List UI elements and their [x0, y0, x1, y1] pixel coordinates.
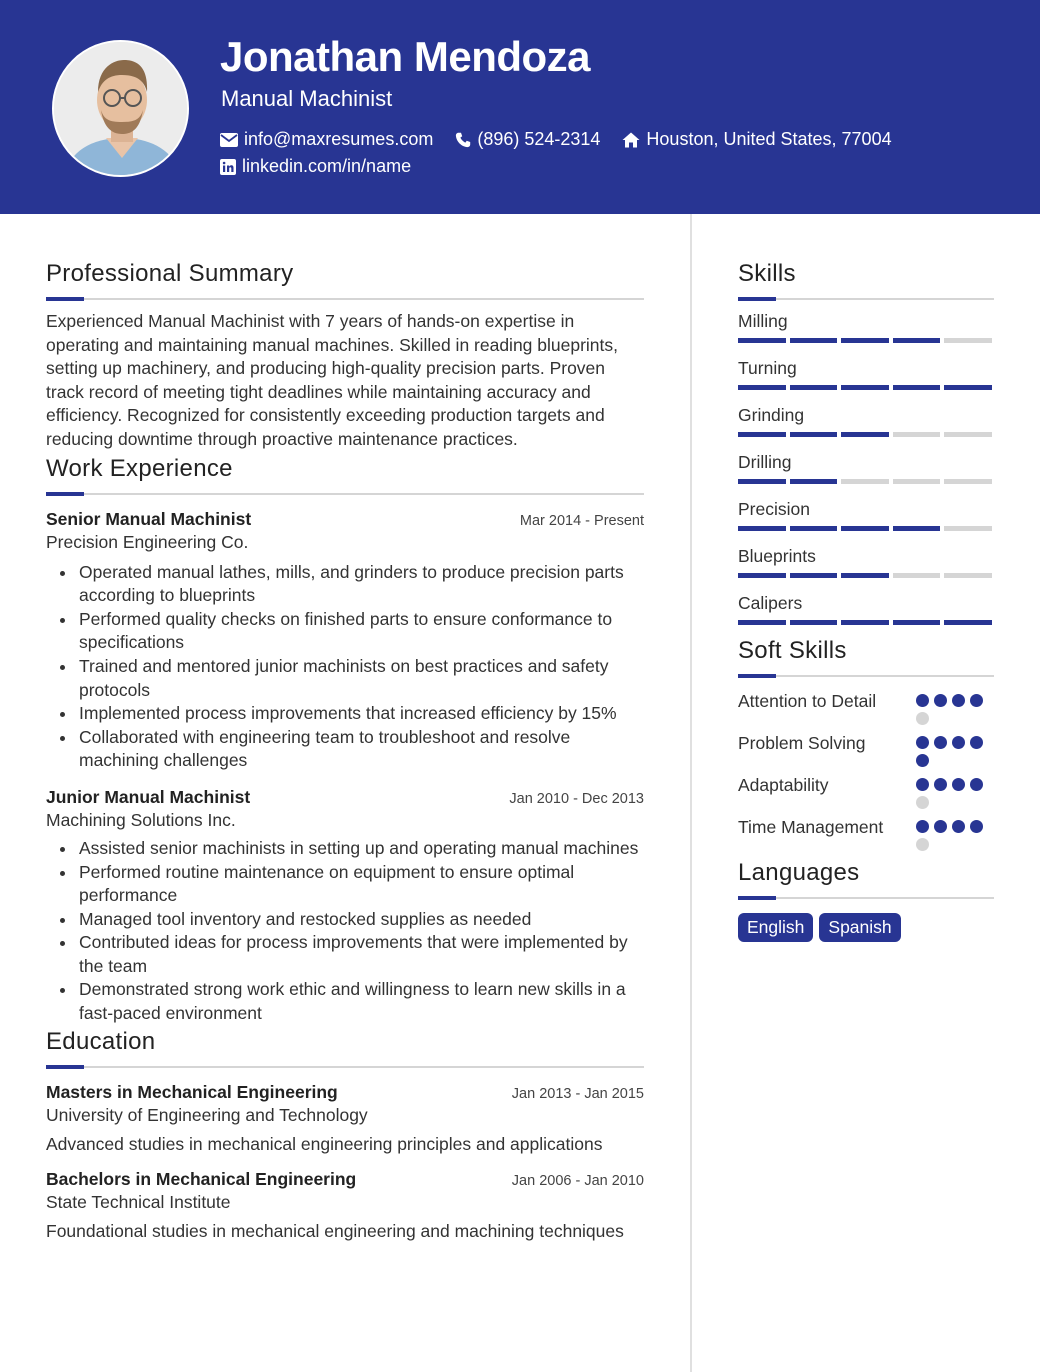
section-rule — [738, 675, 994, 677]
soft-skill-name: Time Management — [738, 817, 884, 837]
degree-title: Masters in Mechanical Engineering — [46, 1081, 338, 1102]
soft-skill-name: Attention to Detail — [738, 691, 877, 711]
skill-level-segment-filled — [738, 338, 786, 343]
skill-level-bar — [738, 526, 994, 531]
soft-skill-item — [738, 815, 994, 851]
rating-dot-filled — [916, 754, 929, 767]
skill-level-segment-filled — [738, 479, 786, 484]
school-name: State Technical Institute — [46, 1191, 231, 1212]
soft-skill-rating — [916, 689, 994, 725]
job-header — [46, 787, 644, 808]
skill-level-segment-filled — [893, 385, 941, 390]
skill-level-segment-filled — [790, 526, 838, 531]
skills-title: Skills — [738, 260, 796, 287]
section-rule — [46, 1066, 644, 1068]
skill-level-segment-empty — [893, 479, 941, 484]
resume-header — [0, 0, 1040, 214]
job-bullet: Trained and mentored junior machinists on best practices and safety protocols — [79, 655, 644, 702]
skill-item — [738, 310, 994, 343]
skill-level-segment-filled — [841, 432, 889, 437]
summary-title: Professional Summary — [46, 260, 294, 287]
skill-level-segment-empty — [944, 338, 992, 343]
skill-level-segment-filled — [738, 573, 786, 578]
soft-skills-section — [738, 635, 994, 851]
rating-dot-filled — [952, 820, 965, 833]
rating-dot-filled — [952, 778, 965, 791]
rating-dot-filled — [952, 736, 965, 749]
home-icon — [622, 132, 640, 148]
job-company: Machining Solutions Inc. — [46, 809, 236, 830]
skill-level-segment-filled — [790, 385, 838, 390]
skills-section — [738, 258, 994, 625]
job-bullet: Performed quality checks on finished parts to ensure conformance to specifications — [79, 608, 644, 655]
job-bullet: Contributed ideas for process improvements that were implemented by the team — [79, 931, 644, 978]
contact-email-text: info@maxresumes.com — [244, 129, 434, 149]
contact-phone-text: (896) 524-2314 — [477, 129, 601, 149]
skill-item — [738, 498, 994, 531]
skill-level-bar — [738, 573, 994, 578]
education-title: Education — [46, 1027, 156, 1055]
contact-linkedin-text: linkedin.com/in/name — [242, 156, 412, 176]
experience-section — [46, 453, 644, 1026]
contact-row — [220, 129, 914, 150]
rating-dot-filled — [970, 820, 983, 833]
job-bullet: Assisted senior machinists in setting up and operating manual machines — [79, 837, 644, 861]
rating-dot-filled — [934, 778, 947, 791]
contact-linkedin[interactable] — [220, 156, 411, 177]
rating-dot-filled — [916, 820, 929, 833]
rating-dot-filled — [970, 694, 983, 707]
skill-level-segment-empty — [893, 573, 941, 578]
skill-level-bar — [738, 385, 994, 390]
skill-name: Precision — [738, 499, 810, 519]
side-column — [738, 258, 994, 942]
profile-photo — [52, 40, 189, 177]
job-date: Mar 2014 - Present — [519, 512, 644, 529]
skill-level-segment-filled — [738, 432, 786, 437]
skill-level-segment-filled — [790, 573, 838, 578]
skill-level-segment-filled — [790, 479, 838, 484]
skill-item — [738, 451, 994, 484]
skill-level-bar — [738, 620, 994, 625]
education-entry — [46, 1082, 644, 1155]
soft-skill-name: Adaptability — [738, 775, 829, 795]
education-header — [46, 1082, 644, 1103]
skill-level-segment-empty — [841, 479, 889, 484]
phone-icon — [455, 132, 471, 148]
section-rule — [738, 298, 994, 300]
skill-level-segment-empty — [944, 526, 992, 531]
skill-level-segment-empty — [893, 432, 941, 437]
skill-name: Drilling — [738, 452, 792, 472]
job-bullet: Collaborated with engineering team to troubleshoot and resolve machining challenges — [79, 726, 644, 773]
rating-dot-filled — [970, 778, 983, 791]
rating-dot-filled — [934, 694, 947, 707]
education-header — [46, 1169, 644, 1190]
job-header — [46, 509, 644, 530]
languages-title: Languages — [738, 859, 860, 886]
skill-name: Turning — [738, 358, 797, 378]
soft-skill-item — [738, 731, 994, 767]
skill-name: Blueprints — [738, 546, 816, 566]
job-entry — [46, 509, 644, 773]
contact-row-secondary — [220, 156, 433, 177]
skill-level-segment-filled — [738, 526, 786, 531]
language-badge: English — [738, 913, 813, 942]
education-entry — [46, 1169, 644, 1242]
skill-level-segment-filled — [841, 385, 889, 390]
languages-list — [738, 913, 994, 942]
skill-level-bar — [738, 432, 994, 437]
skill-level-segment-filled — [841, 573, 889, 578]
section-rule — [46, 298, 644, 300]
job-bullet: Demonstrated strong work ethic and willingness to learn new skills in a fast-paced environment — [79, 978, 644, 1025]
job-date: Jan 2010 - Dec 2013 — [509, 790, 644, 807]
skill-level-segment-filled — [841, 338, 889, 343]
skill-level-segment-filled — [841, 620, 889, 625]
summary-section — [46, 258, 644, 452]
skills-list — [738, 310, 994, 625]
contact-email[interactable] — [220, 129, 433, 150]
soft-skill-item — [738, 689, 994, 725]
skill-name: Grinding — [738, 405, 805, 425]
skill-level-segment-filled — [893, 338, 941, 343]
linkedin-icon — [220, 159, 236, 175]
rating-dot-filled — [934, 820, 947, 833]
skill-level-segment-filled — [738, 620, 786, 625]
envelope-icon — [220, 133, 238, 147]
rating-dot-empty — [916, 712, 929, 725]
skill-level-segment-empty — [944, 479, 992, 484]
rating-dot-empty — [916, 796, 929, 809]
rating-dot-filled — [970, 736, 983, 749]
education-date: Jan 2006 - Jan 2010 — [511, 1172, 644, 1189]
skill-level-bar — [738, 338, 994, 343]
skill-level-segment-filled — [841, 526, 889, 531]
skill-level-segment-empty — [944, 573, 992, 578]
skill-level-segment-filled — [944, 385, 992, 390]
soft-skill-name: Problem Solving — [738, 733, 866, 753]
contact-location — [622, 129, 891, 150]
skill-level-segment-filled — [790, 620, 838, 625]
rating-dot-empty — [916, 838, 929, 851]
education-description: Advanced studies in mechanical engineering principles and applications — [46, 1133, 603, 1154]
soft-skill-rating — [916, 773, 994, 809]
job-bullet: Implemented process improvements that increased efficiency by 15% — [79, 702, 644, 726]
rating-dot-filled — [916, 778, 929, 791]
education-date: Jan 2013 - Jan 2015 — [511, 1085, 644, 1102]
skill-level-segment-filled — [944, 620, 992, 625]
skill-level-segment-filled — [893, 526, 941, 531]
skill-item — [738, 545, 994, 578]
languages-section — [738, 857, 994, 942]
job-bullet: Performed routine maintenance on equipment to ensure optimal performance — [79, 861, 644, 908]
rating-dot-filled — [934, 736, 947, 749]
degree-title: Bachelors in Mechanical Engineering — [46, 1168, 357, 1189]
skill-level-segment-filled — [790, 432, 838, 437]
school-name: University of Engineering and Technology — [46, 1104, 368, 1125]
job-entry — [46, 787, 644, 1026]
soft-skill-rating — [916, 731, 994, 767]
main-column — [46, 258, 644, 1256]
candidate-name: Jonathan Mendoza — [220, 33, 591, 80]
skill-level-segment-empty — [944, 432, 992, 437]
contact-location-text: Houston, United States, 77004 — [646, 129, 892, 149]
job-bullet: Operated manual lathes, mills, and grinders to produce precision parts according to blueprints — [79, 561, 644, 608]
job-title: Junior Manual Machinist — [46, 786, 251, 807]
education-description: Foundational studies in mechanical engineering and machining techniques — [46, 1220, 624, 1241]
skill-level-segment-filled — [893, 620, 941, 625]
skill-name: Calipers — [738, 593, 803, 613]
rating-dot-filled — [916, 736, 929, 749]
language-badge: Spanish — [819, 913, 900, 942]
soft-skill-rating — [916, 815, 994, 851]
job-bullets — [46, 561, 644, 773]
soft-skills-title: Soft Skills — [738, 637, 847, 664]
summary-text: Experienced Manual Machinist with 7 years of hands-on expertise in operating and maintaining manual machines. Skilled in reading blueprints, setting up machinery, and producing high-quality precision parts. Proven track record of meeting tight deadlines while maintaining accuracy and efficiency. Recognized for consistently exceeding production targets and reducing downtime through proactive maintenance practices. — [46, 311, 619, 449]
column-divider — [690, 214, 692, 1372]
job-company: Precision Engineering Co. — [46, 531, 249, 552]
soft-skills-list — [738, 689, 994, 851]
skill-item — [738, 404, 994, 437]
education-section — [46, 1026, 644, 1242]
rating-dot-filled — [916, 694, 929, 707]
skill-item — [738, 357, 994, 390]
section-rule — [46, 493, 644, 495]
soft-skill-item — [738, 773, 994, 809]
section-rule — [738, 897, 994, 899]
job-bullet: Managed tool inventory and restocked supplies as needed — [79, 908, 644, 932]
skill-item — [738, 592, 994, 625]
job-bullets — [46, 837, 644, 1026]
job-title: Senior Manual Machinist — [46, 508, 252, 529]
candidate-title: Manual Machinist — [221, 86, 393, 111]
skill-level-bar — [738, 479, 994, 484]
skill-name: Milling — [738, 311, 788, 331]
skill-level-segment-filled — [790, 338, 838, 343]
experience-title: Work Experience — [46, 454, 233, 482]
rating-dot-filled — [952, 694, 965, 707]
skill-level-segment-filled — [738, 385, 786, 390]
contact-phone[interactable] — [455, 129, 600, 150]
